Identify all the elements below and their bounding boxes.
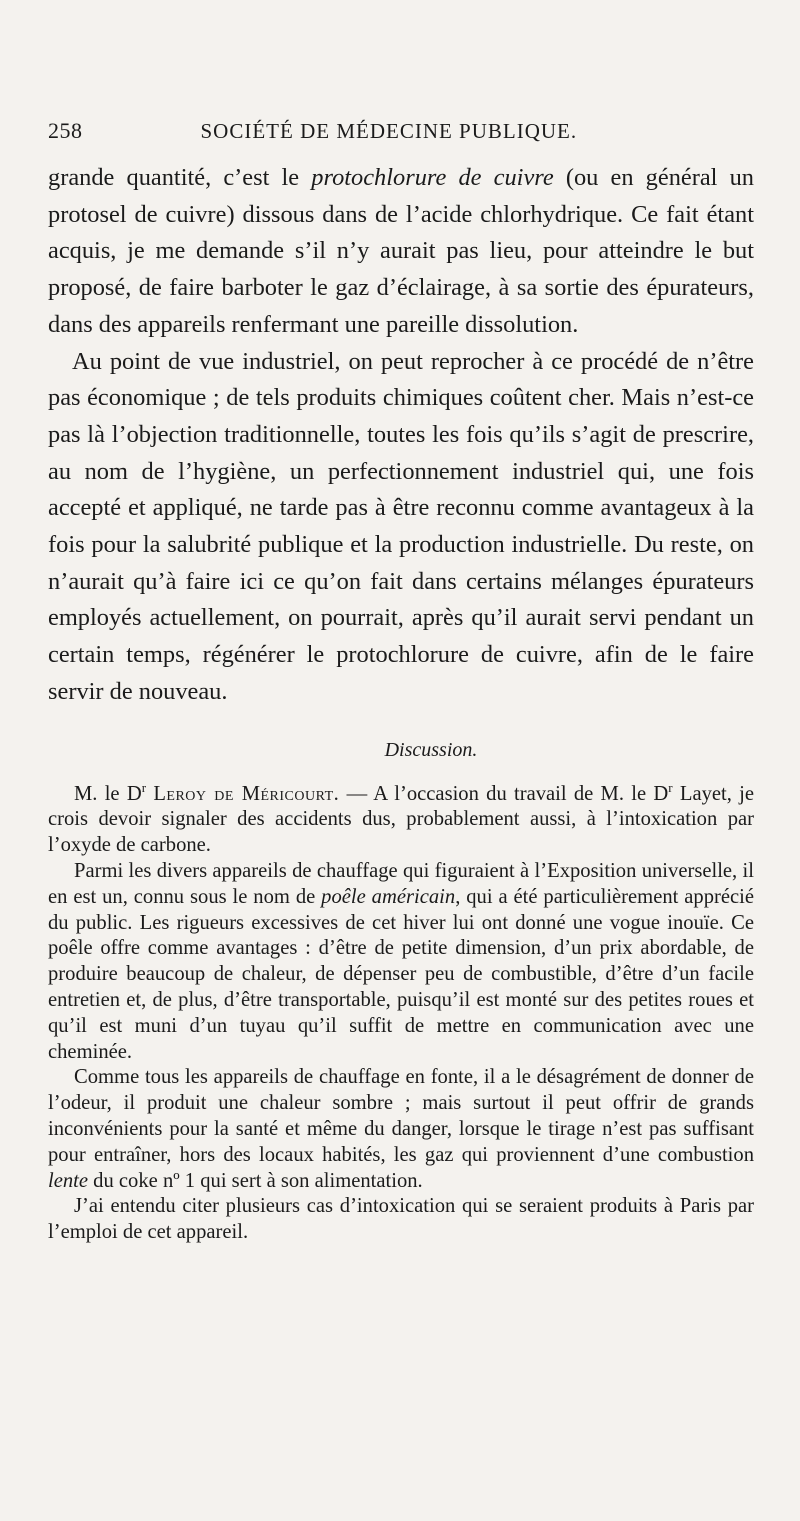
text-run: Comme tous les appareils de chauffage en fonte, il a le désagrément de donner de l’odeur, il produit une chaleur sombre ; mais surtout il peut offrir de grands inconvénients pour la santé et même du danger, lorsque le tirage n’est pas suffisant pour entraîner, hors des locaux habités, les gaz qui proviennent d’une combustion	[48, 1066, 754, 1166]
paragraph	[48, 160, 754, 344]
main-text	[48, 160, 754, 711]
running-title: SOCIÉTÉ DE MÉDECINE PUBLIQUE.	[200, 119, 578, 143]
superscript: r	[668, 779, 673, 795]
page-header	[48, 118, 754, 160]
page-number: 258	[48, 118, 83, 143]
text-run: — A l’occasion du travail de M. le D	[339, 782, 669, 805]
discussion-text	[48, 779, 755, 1246]
section-title: Discussion.	[384, 738, 478, 761]
paragraph: Au point de vue industriel, on peut reprocher à ce procédé de n’être pas économique ; de tels produits chimiques coûtent cher. Mais n’est-ce pas là l’objection traditionnelle, toutes les fois qu’ils s’agit de prescrire, au nom de l’hygiène, un perfectionnement industriel qui, une fois accepté et appliqué, ne tarde pas à être reconnu comme avantageux à la fois pour la salubrité publique et la production industrielle. Du reste, on n’aurait qu’à faire ici ce qu’on fait dans certains mélanges épurateurs employés actuellement, on pourrait, après qu’il aurait servi pendant un certain temps, régénérer le protochlorure de cuivre, afin de le faire servir de nouveau.	[48, 347, 754, 705]
text-run: Layet, je crois devoir signaler des accidents dus, probablement aussi, à l’intoxication par l’oxyde de carbone.	[48, 782, 755, 857]
paragraph	[48, 779, 755, 859]
speaker-name: Leroy de Méricourt.	[153, 782, 340, 805]
italic-term: protochlorure de cuivre	[311, 164, 554, 191]
text-run: (ou en général un protosel de cuivre) dissous dans de l’acide chlorhydrique. Ce fait étant acquis, je me demande s’il n’y aurait pas lieu, pour atteindre le but proposé, de faire barboter le gaz d’éclairage, à sa sortie des épurateurs, dans des appareils renfermant une pareille dissolution.	[48, 164, 754, 338]
italic-term: lente	[48, 1169, 89, 1192]
text-run: , qui a été particulièrement apprécié du public. Les rigueurs excessives de cet hiver lui ont donné une vogue inouïe. Ce poêle offre comme avantages : d’être de petite dimension, d’un prix abordable, de produire beaucoup de chaleur, de dépenser peu de combustible, d’être d’un facile entretien et, de plus, d’être transportable, puisqu’il est monté sur des petites roues et qu’il est muni d’un tuyau qu’il suffit de mettre en communication avec une cheminée.	[48, 885, 754, 1063]
text-run: grande quantité, c’est le	[48, 164, 312, 191]
paragraph	[48, 859, 754, 1065]
superscript: r	[141, 779, 147, 795]
italic-term: poêle américain	[321, 885, 456, 908]
speaker-prefix: M. le D	[74, 782, 142, 805]
text-run: du coke nº 1 qui sert à son alimentation.	[88, 1169, 423, 1192]
text-run: Parmi les divers appareils de chauffage qui figuraient à l’Exposition universelle, il en est un, connu sous le nom de	[48, 859, 754, 908]
paragraph	[48, 1065, 754, 1194]
paragraph: J’ai entendu citer plusieurs cas d’intoxication qui se seraient produits à Paris par l’emploi de cet appareil.	[48, 1195, 754, 1244]
